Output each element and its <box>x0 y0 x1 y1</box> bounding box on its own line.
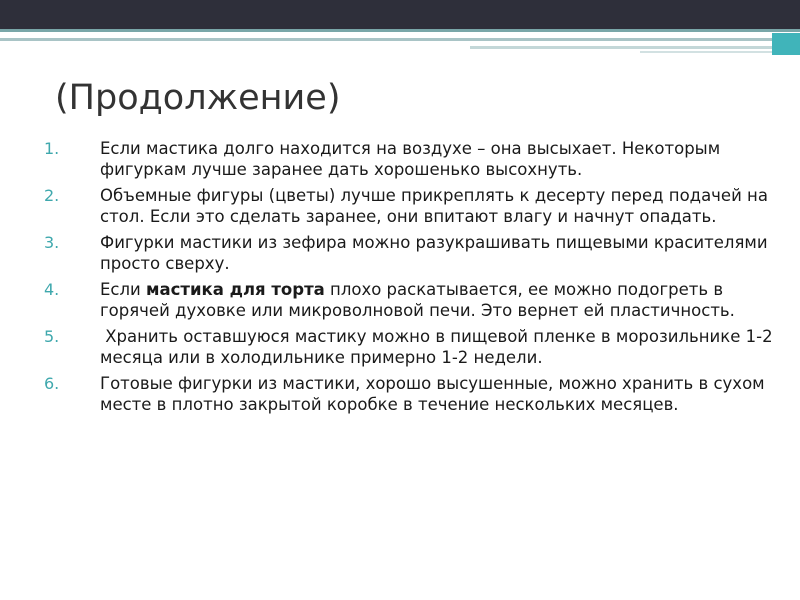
accent-block <box>772 33 800 55</box>
list-number: 3. <box>44 233 60 252</box>
list-text: Хранить оставшуюся мастику можно в пищевой пленке в морозильнике 1-2 месяца или в холодильнике примерно 1-2 недели. <box>100 327 778 367</box>
list-number: 1. <box>44 139 60 158</box>
list-item <box>44 327 784 368</box>
list-text: Фигурки мастики из зефира можно разукрашивать пищевыми красителями просто сверху. <box>100 233 768 273</box>
list-text <box>100 280 784 321</box>
list-item <box>44 139 784 180</box>
list-number: 2. <box>44 186 60 205</box>
list-text: Если мастика долго находится на воздухе – она высыхает. Некоторым фигуркам лучше заранее дать хорошенько высохнуть. <box>100 139 721 179</box>
list-item <box>44 374 784 415</box>
list-number: 4. <box>44 280 60 299</box>
list-text-start: Если <box>100 280 147 299</box>
list-text: Объемные фигуры (цветы) лучше прикреплять к десерту перед подачей на стол. Если это сделать заранее, они впитают влагу и начнут опадать. <box>100 186 768 226</box>
list-item <box>44 233 784 274</box>
list-text: Готовые фигурки из мастики, хорошо высушенные, можно хранить в сухом месте в плотно закрытой коробке в течение нескольких месяцев. <box>100 374 765 414</box>
list-text-end: плохо раскатывается, ее можно подогреть в горячей духовке или микроволновой печи. Это вернет ей пластичность. <box>100 280 735 320</box>
list-item <box>44 186 784 227</box>
list-item <box>44 280 784 321</box>
list-number: 5. <box>44 327 60 346</box>
numbered-list <box>44 139 784 421</box>
decorative-stripe <box>0 29 800 32</box>
bold-phrase: мастика для торта <box>146 280 325 299</box>
decorative-stripe <box>0 38 800 41</box>
top-bar <box>0 0 800 29</box>
list-number: 6. <box>44 374 60 393</box>
decorative-stripe <box>470 46 800 49</box>
slide-title: (Продолжение) <box>55 78 341 118</box>
